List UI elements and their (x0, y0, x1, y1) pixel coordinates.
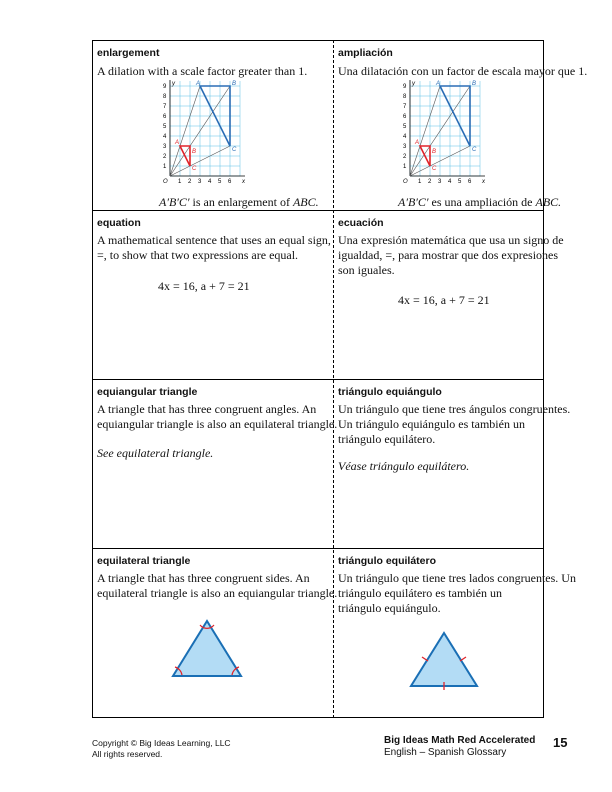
y-tick-label: 8 (403, 94, 407, 100)
vertex-label: C (472, 147, 477, 153)
vertex-label: C (432, 166, 437, 172)
definition-equation: A mathematical sentence that uses an equal sign, =, to show that two expressions are equal. (97, 233, 331, 262)
x-axis-label: x (242, 179, 245, 184)
x-tick-label: 1 (178, 179, 182, 184)
definition-triangulo-equiangulo: Un triángulo que tiene tres ángulos congruentes. Un triángulo equiángulo es también un triángulo equilátero. (338, 402, 571, 446)
see-also-equilateral: See equilateral triangle. (97, 446, 214, 460)
x-tick-label: 6 (468, 179, 472, 184)
vertex-label: C (232, 147, 237, 153)
vertex-label: B (232, 81, 237, 87)
enlargement-graph-spanish (398, 80, 488, 184)
vertex-label: B (432, 149, 437, 155)
dilation-ray (410, 86, 440, 176)
vertex-label: B (192, 149, 197, 155)
y-tick-label: 7 (163, 104, 167, 110)
y-tick-label: 7 (403, 104, 407, 110)
x-tick-label: 5 (218, 179, 222, 184)
y-tick-label: 3 (403, 144, 407, 150)
footer-book-info: Big Ideas Math Red Accelerated English – Spanish Glossary (384, 735, 536, 758)
y-tick-label: 6 (403, 114, 407, 120)
footer-copyright: Copyright © Big Ideas Learning, LLC All rights reserved. (92, 738, 231, 759)
vertex-label: C (192, 166, 197, 172)
row-divider-1 (92, 210, 544, 211)
y-axis-label: y (412, 81, 415, 87)
y-tick-label: 9 (403, 84, 407, 90)
vertex-label: A (436, 81, 441, 87)
enlargement-graph-english (158, 80, 248, 184)
equation-example: 4x = 16, a + 7 = 21 (158, 279, 250, 293)
x-tick-label: 4 (448, 179, 452, 184)
ecuacion-example: 4x = 16, a + 7 = 21 (398, 293, 490, 307)
enlargement-caption: A′B′C′ is an enlargement of ABC. (159, 195, 319, 209)
definition-equiangular-triangle: A triangle that has three congruent angles. An equiangular triangle is also an equilateral triangle. (97, 402, 338, 431)
origin-label: O (163, 179, 168, 184)
x-tick-label: 1 (418, 179, 422, 184)
term-ampliacion: ampliación (338, 47, 393, 59)
vease-equilatero: Véase triángulo equilátero. (338, 459, 470, 473)
term-triangulo-equilatero: triángulo equilátero (338, 555, 437, 567)
definition-enlargement: A dilation with a scale factor greater than 1. (97, 64, 308, 78)
x-tick-label: 4 (208, 179, 212, 184)
y-tick-label: 3 (163, 144, 167, 150)
y-tick-label: 8 (163, 94, 167, 100)
term-triangulo-equiangulo: triángulo equiángulo (338, 386, 442, 398)
y-tick-label: 1 (163, 164, 167, 170)
y-tick-label: 2 (403, 154, 407, 160)
y-tick-label: 5 (403, 124, 407, 130)
term-enlargement: enlargement (97, 47, 160, 59)
row-divider-2 (92, 379, 544, 380)
vertex-label: A (196, 81, 201, 87)
origin-label: O (403, 179, 408, 184)
x-tick-label: 3 (438, 179, 442, 184)
equilateral-triangle-figure-english (170, 618, 245, 680)
definition-equilateral-triangle: A triangle that has three congruent sides. An equilateral triangle is also an equiangular triangle. (97, 571, 338, 600)
x-tick-label: 3 (198, 179, 202, 184)
term-ecuacion: ecuación (338, 217, 384, 229)
x-tick-label: 2 (188, 179, 192, 184)
y-axis-label: y (172, 81, 175, 87)
x-tick-label: 2 (428, 179, 432, 184)
definition-ampliacion: Una dilatación con un factor de escala mayor que 1. (338, 64, 588, 78)
y-tick-label: 9 (163, 84, 167, 90)
y-tick-label: 5 (163, 124, 167, 130)
y-tick-label: 2 (163, 154, 167, 160)
dilation-ray (170, 86, 200, 176)
y-tick-label: 6 (163, 114, 167, 120)
equilateral-triangle-figure-spanish (408, 630, 480, 690)
row-divider-3 (92, 548, 544, 549)
y-tick-label: 4 (163, 134, 167, 140)
x-axis-label: x (482, 179, 485, 184)
definition-triangulo-equilatero: Un triángulo que tiene tres lados congruentes. Un triángulo equilátero es también un triángulo equiángulo. (338, 571, 576, 615)
y-tick-label: 4 (403, 134, 407, 140)
x-tick-label: 5 (458, 179, 462, 184)
vertex-label: B (472, 81, 477, 87)
term-equation: equation (97, 217, 141, 229)
vertex-label: A (415, 140, 420, 146)
term-equiangular-triangle: equiangular triangle (97, 386, 198, 398)
y-tick-label: 1 (403, 164, 407, 170)
ampliacion-caption: A′B′C′ es una ampliación de ABC. (398, 195, 562, 209)
page-number: 15 (553, 735, 568, 750)
definition-ecuacion: Una expresión matemática que usa un signo de igualdad, =, para mostrar que dos expresiones son iguales. (338, 233, 564, 277)
term-equilateral-triangle: equilateral triangle (97, 555, 191, 567)
x-tick-label: 6 (228, 179, 232, 184)
vertex-label: A (175, 140, 180, 146)
